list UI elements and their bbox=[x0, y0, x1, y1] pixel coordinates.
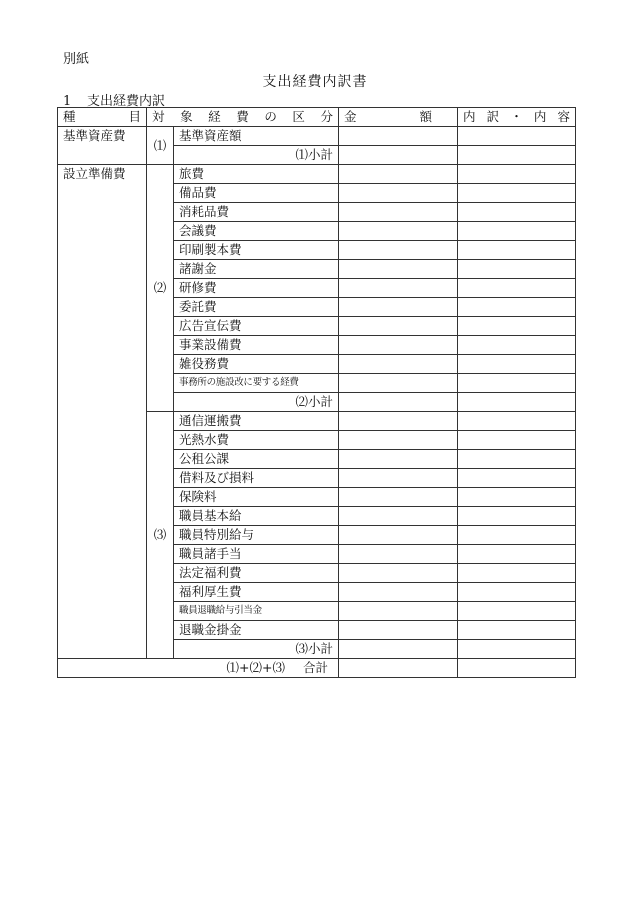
breakdown-cell bbox=[458, 659, 576, 678]
header-breakdown-char: ・ bbox=[510, 109, 523, 124]
header-type-text bbox=[63, 108, 141, 126]
expense-item-cell: 事業設備費 bbox=[174, 336, 339, 355]
breakdown-cell bbox=[458, 355, 576, 374]
header-target-char: 費 bbox=[236, 109, 249, 124]
breakdown-cell bbox=[458, 412, 576, 431]
header-target-char: 区 bbox=[292, 109, 305, 124]
breakdown-cell bbox=[458, 279, 576, 298]
breakdown-cell bbox=[458, 602, 576, 621]
amount-cell bbox=[339, 488, 458, 507]
breakdown-cell bbox=[458, 336, 576, 355]
breakdown-cell bbox=[458, 317, 576, 336]
breakdown-cell bbox=[458, 450, 576, 469]
amount-cell bbox=[339, 564, 458, 583]
header-breakdown-char: 内 bbox=[533, 109, 547, 124]
header-amount-char: 額 bbox=[419, 109, 433, 124]
expense-item-cell: 光熱水費 bbox=[174, 431, 339, 450]
table-row bbox=[58, 127, 576, 146]
expense-item-cell: 公租公課 bbox=[174, 450, 339, 469]
amount-cell bbox=[339, 279, 458, 298]
amount-cell bbox=[339, 602, 458, 621]
header-amount-text bbox=[344, 108, 452, 126]
amount-cell bbox=[339, 298, 458, 317]
expense-item-cell: 通信運搬費 bbox=[174, 412, 339, 431]
breakdown-cell bbox=[458, 260, 576, 279]
header-type-char: 種 bbox=[63, 109, 76, 124]
section-title: 支出経費内訳 bbox=[87, 94, 166, 109]
amount-cell bbox=[339, 659, 458, 678]
group-code-cell: ⑶ bbox=[147, 412, 174, 659]
expense-type-cell: 基準資産費 bbox=[58, 127, 147, 165]
header-target-char: の bbox=[264, 109, 277, 124]
amount-cell bbox=[339, 260, 458, 279]
breakdown-cell bbox=[458, 621, 576, 640]
amount-cell bbox=[339, 412, 458, 431]
breakdown-cell bbox=[458, 507, 576, 526]
amount-cell bbox=[339, 222, 458, 241]
breakdown-cell bbox=[458, 127, 576, 146]
breakdown-cell bbox=[458, 165, 576, 184]
header-target-char: 象 bbox=[180, 109, 193, 124]
breakdown-cell bbox=[458, 298, 576, 317]
expense-item-cell: 会議費 bbox=[174, 222, 339, 241]
header-breakdown-char: 容 bbox=[557, 109, 570, 124]
header-breakdown-char: 内 bbox=[463, 109, 476, 124]
breakdown-cell bbox=[458, 545, 576, 564]
section-number: 1 bbox=[63, 94, 72, 109]
header-breakdown-text bbox=[463, 108, 570, 126]
expense-breakdown-table bbox=[57, 107, 576, 678]
expense-type-cell: 設立準備費 bbox=[58, 165, 147, 659]
expense-item-cell: 消耗品費 bbox=[174, 203, 339, 222]
total-label: 合計 bbox=[303, 660, 329, 675]
subtotal-label: ⑴小計 bbox=[174, 146, 339, 165]
breakdown-cell bbox=[458, 184, 576, 203]
amount-cell bbox=[339, 469, 458, 488]
amount-cell bbox=[339, 526, 458, 545]
breakdown-cell bbox=[458, 241, 576, 260]
breakdown-cell bbox=[458, 146, 576, 165]
amount-cell bbox=[339, 241, 458, 260]
amount-cell bbox=[339, 165, 458, 184]
breakdown-cell bbox=[458, 640, 576, 659]
amount-cell bbox=[339, 545, 458, 564]
expense-item-cell: 職員特別給与 bbox=[174, 526, 339, 545]
amount-cell bbox=[339, 393, 458, 412]
amount-cell bbox=[339, 203, 458, 222]
table-row bbox=[58, 165, 576, 184]
amount-cell bbox=[339, 127, 458, 146]
expense-item-cell: 雑役務費 bbox=[174, 355, 339, 374]
breakdown-cell bbox=[458, 469, 576, 488]
amount-cell bbox=[339, 317, 458, 336]
expense-item-cell: 職員諸手当 bbox=[174, 545, 339, 564]
header-breakdown-char: 訳 bbox=[486, 109, 500, 124]
expense-item-cell: 印刷製本費 bbox=[174, 241, 339, 260]
breakdown-cell bbox=[458, 203, 576, 222]
header-row bbox=[58, 108, 576, 127]
breakdown-cell bbox=[458, 583, 576, 602]
expense-item-cell: 福利厚生費 bbox=[174, 583, 339, 602]
expense-item-cell: 事務所の施設改に要する経費 bbox=[174, 374, 339, 393]
amount-cell bbox=[339, 146, 458, 165]
breakdown-cell bbox=[458, 488, 576, 507]
breakdown-cell bbox=[458, 374, 576, 393]
total-row bbox=[58, 659, 576, 678]
amount-cell bbox=[339, 431, 458, 450]
total-cell bbox=[58, 659, 339, 678]
header-type-char: 目 bbox=[128, 109, 141, 124]
header-target-char: 経 bbox=[208, 109, 221, 124]
header-amount bbox=[339, 108, 458, 127]
group-code-cell: ⑵ bbox=[147, 165, 174, 412]
expense-item-cell: 基準資産額 bbox=[174, 127, 339, 146]
breakdown-cell bbox=[458, 526, 576, 545]
header-target bbox=[147, 108, 339, 127]
expense-item-cell: 旅費 bbox=[174, 165, 339, 184]
expense-item-cell: 職員基本給 bbox=[174, 507, 339, 526]
expense-item-cell: 備品費 bbox=[174, 184, 339, 203]
header-target-char: 分 bbox=[320, 109, 333, 124]
header-target-char: 対 bbox=[152, 109, 165, 124]
subtotal-label: ⑶小計 bbox=[174, 640, 339, 659]
breakdown-cell bbox=[458, 393, 576, 412]
attachment-label: 別紙 bbox=[63, 52, 90, 67]
header-breakdown bbox=[458, 108, 576, 127]
amount-cell bbox=[339, 336, 458, 355]
expense-item-cell: 委託費 bbox=[174, 298, 339, 317]
expense-item-cell: 職員退職給与引当金 bbox=[174, 602, 339, 621]
table-body bbox=[58, 108, 576, 678]
amount-cell bbox=[339, 640, 458, 659]
amount-cell bbox=[339, 583, 458, 602]
amount-cell bbox=[339, 355, 458, 374]
breakdown-cell bbox=[458, 564, 576, 583]
subtotal-label: ⑵小計 bbox=[174, 393, 339, 412]
total-formula: ⑴+⑵+⑶ bbox=[226, 660, 285, 675]
expense-item-cell: 諸謝金 bbox=[174, 260, 339, 279]
expense-item-cell: 法定福利費 bbox=[174, 564, 339, 583]
amount-cell bbox=[339, 184, 458, 203]
breakdown-cell bbox=[458, 431, 576, 450]
expense-item-cell: 広告宣伝費 bbox=[174, 317, 339, 336]
document-title: 支出経費内訳書 bbox=[262, 74, 368, 90]
amount-cell bbox=[339, 450, 458, 469]
group-code-cell: ⑴ bbox=[147, 127, 174, 165]
amount-cell bbox=[339, 621, 458, 640]
amount-cell bbox=[339, 507, 458, 526]
header-type bbox=[58, 108, 147, 127]
breakdown-cell bbox=[458, 222, 576, 241]
expense-item-cell: 退職金掛金 bbox=[174, 621, 339, 640]
header-target-text bbox=[152, 108, 333, 126]
expense-item-cell: 保険料 bbox=[174, 488, 339, 507]
expense-item-cell: 研修費 bbox=[174, 279, 339, 298]
amount-cell bbox=[339, 374, 458, 393]
expense-item-cell: 借料及び損料 bbox=[174, 469, 339, 488]
header-amount-char: 金 bbox=[344, 109, 357, 124]
